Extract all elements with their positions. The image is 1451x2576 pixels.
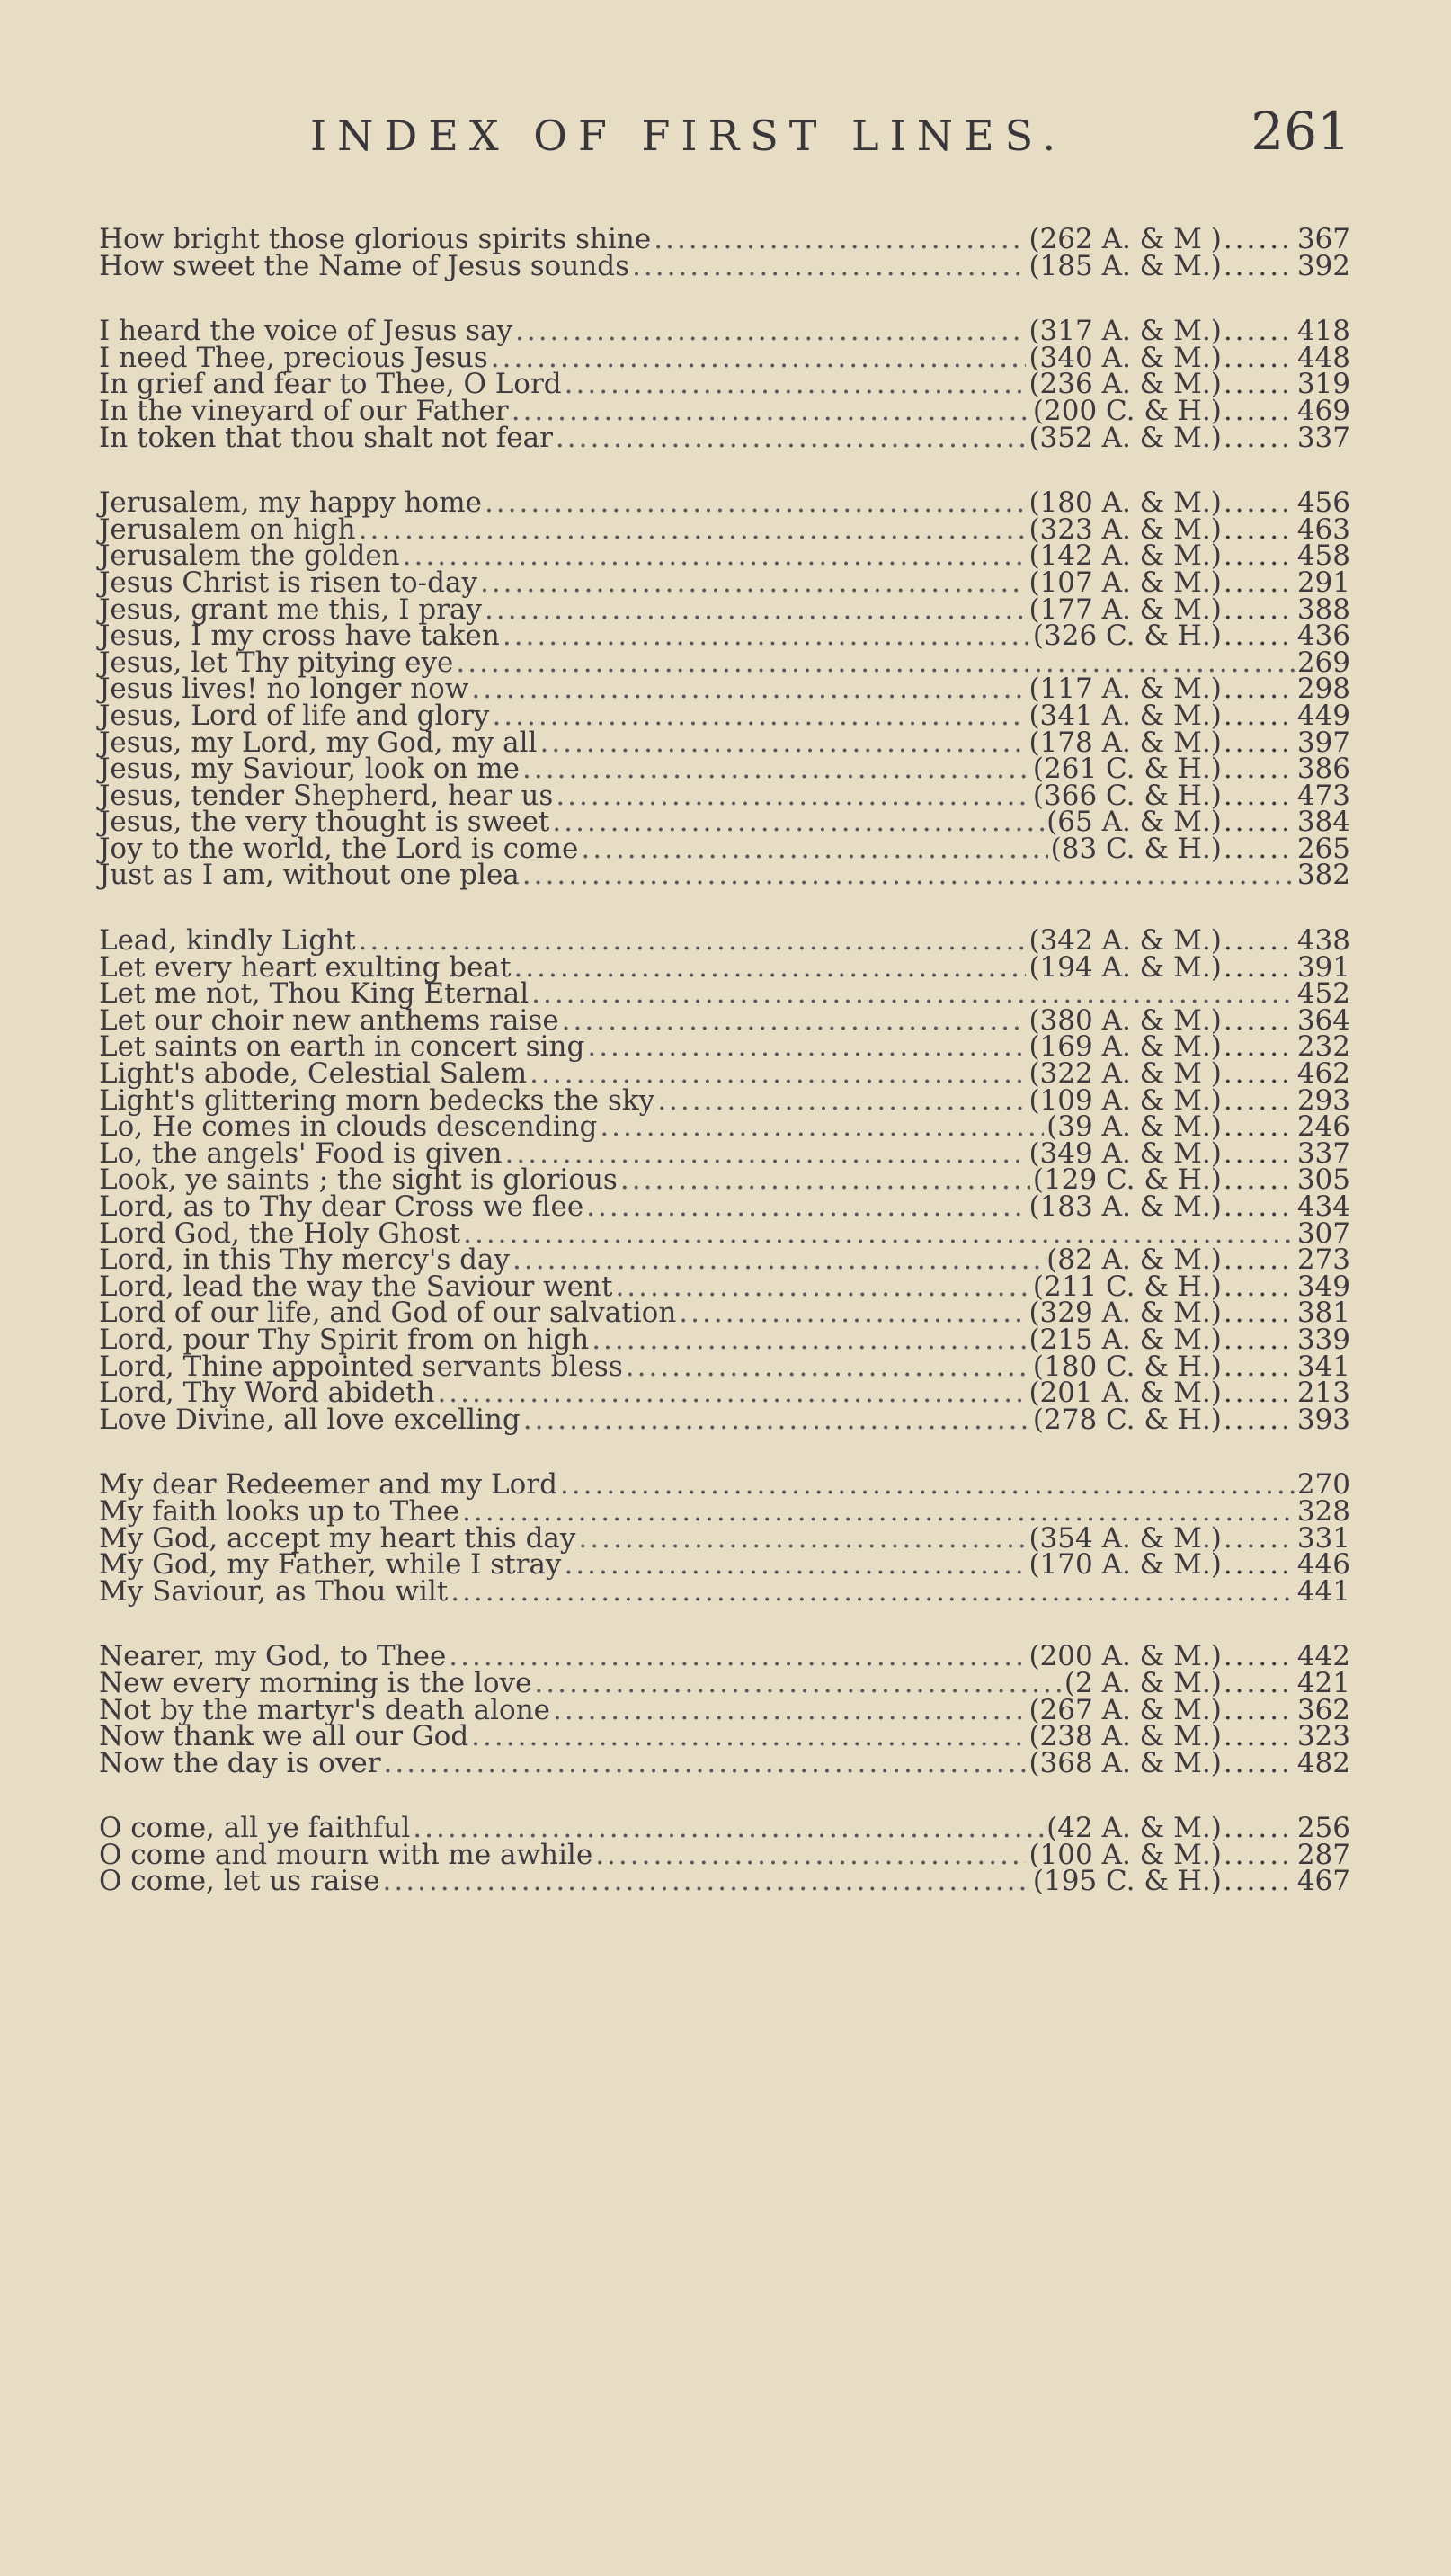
dot-leader xyxy=(1224,1274,1294,1301)
dot-leader xyxy=(615,1274,1029,1301)
first-line-text: My God, accept my heart this day xyxy=(99,1521,576,1555)
first-line-text: O come, all ye faithful xyxy=(99,1812,411,1845)
first-line-text: Light's abode, Celestial Salem xyxy=(99,1057,528,1091)
first-line-text: Let every heart exulting beat xyxy=(99,950,512,984)
dot-leader xyxy=(491,345,1027,372)
page-reference: 256 xyxy=(1296,1812,1350,1845)
dot-leader xyxy=(1224,1034,1294,1061)
page-reference: 382 xyxy=(1296,859,1350,892)
page-reference: 436 xyxy=(1296,619,1350,653)
hymnal-reference: ( 380 A. & M. ) xyxy=(1028,1008,1221,1035)
dot-leader xyxy=(654,227,1026,254)
dot-leader xyxy=(620,1167,1030,1194)
page-reference: 349 xyxy=(1296,1270,1350,1303)
dot-leader xyxy=(1224,836,1294,863)
dot-leader xyxy=(1224,1842,1294,1869)
dot-leader xyxy=(1224,254,1294,281)
hymnal-reference: ( 65 A. & M. ) xyxy=(1046,809,1222,836)
dot-leader xyxy=(1224,1354,1294,1381)
first-line-text: Jesus, grant me this, I pray xyxy=(99,593,482,626)
first-line-text: I need Thee, precious Jesus xyxy=(99,341,488,374)
index-entry xyxy=(99,249,1350,282)
dot-leader xyxy=(565,371,1027,398)
page-reference: 269 xyxy=(1296,646,1350,679)
hymnal-reference: ( 340 A. & M. ) xyxy=(1028,345,1221,372)
first-line-text: Lord God, the Holy Ghost xyxy=(99,1217,461,1250)
index-entry xyxy=(99,1574,1350,1608)
page-reference: 397 xyxy=(1296,726,1350,759)
dot-leader xyxy=(1224,1194,1294,1221)
first-line-text: My God, my Father, while I stray xyxy=(99,1548,562,1582)
first-line-text: O come, let us raise xyxy=(99,1865,380,1898)
first-line-text: Lo, He comes in clouds descending xyxy=(99,1110,598,1144)
hymnal-reference: ( 238 A. & M. ) xyxy=(1028,1724,1221,1751)
dot-leader xyxy=(1224,1327,1294,1354)
first-line-text: My dear Redeemer and my Lord xyxy=(99,1468,557,1502)
page-reference: 381 xyxy=(1296,1297,1350,1330)
first-line-text: Lord, Thine appointed servants bless xyxy=(99,1350,623,1383)
first-line-text: Let saints on earth in concert sing xyxy=(99,1030,585,1064)
page-reference: 307 xyxy=(1296,1217,1350,1250)
page-reference: 421 xyxy=(1296,1666,1350,1699)
index-entry xyxy=(99,1403,1350,1436)
dot-leader xyxy=(512,398,1030,425)
dot-leader xyxy=(1224,1380,1294,1407)
page-reference: 323 xyxy=(1296,1720,1350,1753)
page-reference: 442 xyxy=(1296,1640,1350,1673)
hymnal-reference: ( 341 A. & M. ) xyxy=(1028,703,1221,730)
first-line-text: Jerusalem the golden xyxy=(99,539,400,573)
page-reference: 392 xyxy=(1296,249,1350,282)
first-line-text: Joy to the world, the Lord is come xyxy=(99,832,579,865)
index-of-first-lines xyxy=(99,223,1350,1934)
page-reference: 331 xyxy=(1296,1521,1350,1555)
hymnal-reference: ( 200 A. & M. ) xyxy=(1028,1644,1221,1671)
index-group xyxy=(99,924,1350,1436)
page-reference: 418 xyxy=(1296,315,1350,348)
dot-leader xyxy=(1224,783,1294,810)
hymnal-reference: ( 267 A. & M. ) xyxy=(1028,1698,1221,1725)
dot-leader xyxy=(449,1644,1026,1671)
dot-leader xyxy=(1224,730,1294,757)
dot-leader xyxy=(1224,1751,1294,1778)
hymnal-reference: ( 82 A. & M. ) xyxy=(1046,1247,1222,1274)
first-line-text: Lord, in this Thy mercy's day xyxy=(99,1243,511,1277)
first-line-text: Jesus, my Lord, my God, my all xyxy=(99,726,538,759)
hymnal-reference: ( 349 A. & M. ) xyxy=(1028,1141,1221,1168)
dot-leader xyxy=(1224,490,1294,517)
page-reference: 393 xyxy=(1296,1403,1350,1436)
first-line-text: Now thank we all our God xyxy=(99,1720,469,1753)
dot-leader xyxy=(1224,1671,1294,1698)
hymnal-reference: ( 211 C. & H. ) xyxy=(1033,1274,1222,1301)
dot-leader xyxy=(564,1552,1026,1579)
hymnal-reference: ( 261 C. & H. ) xyxy=(1033,756,1222,783)
page-reference: 462 xyxy=(1296,1057,1350,1091)
dot-leader xyxy=(562,1008,1027,1035)
hymnal-reference: ( 170 A. & M. ) xyxy=(1028,1552,1221,1579)
dot-leader xyxy=(1224,1407,1294,1434)
index-entry xyxy=(99,859,1350,892)
dot-leader xyxy=(578,1526,1026,1553)
hymnal-reference: ( 200 C. & H. ) xyxy=(1033,398,1222,425)
dot-leader xyxy=(515,318,1026,345)
first-line-text: In token that thou shalt not fear xyxy=(99,421,553,454)
dot-leader xyxy=(1224,1141,1294,1168)
first-line-text: Jesus, the very thought is sweet xyxy=(99,806,550,839)
index-group xyxy=(99,1468,1350,1608)
dot-leader xyxy=(485,490,1026,517)
first-line-text: Just as I am, without one plea xyxy=(99,859,520,892)
hymnal-reference: ( 201 A. & M. ) xyxy=(1028,1380,1221,1407)
first-line-text: Nearer, my God, to Thee xyxy=(99,1640,447,1673)
page-reference: 339 xyxy=(1296,1323,1350,1356)
hymnal-reference: ( 142 A. & M. ) xyxy=(1028,543,1221,570)
page-reference: 441 xyxy=(1296,1574,1350,1608)
page-reference: 213 xyxy=(1296,1377,1350,1410)
page-reference: 362 xyxy=(1296,1693,1350,1726)
dot-leader xyxy=(492,703,1026,730)
dot-leader xyxy=(450,1579,1295,1606)
hymnal-reference: ( 352 A. & M. ) xyxy=(1028,425,1221,452)
dot-leader xyxy=(1224,227,1294,254)
page-reference: 246 xyxy=(1296,1110,1350,1144)
page-title: INDEX OF FIRST LINES. xyxy=(310,111,1067,160)
dot-leader xyxy=(1224,756,1294,783)
dot-leader xyxy=(1224,345,1294,372)
hymnal-reference: ( 368 A. & M. ) xyxy=(1028,1751,1221,1778)
first-line-text: In grief and fear to Thee, O Lord xyxy=(99,368,562,401)
dot-leader xyxy=(437,1380,1026,1407)
first-line-text: Jesus, Lord of life and glory xyxy=(99,699,490,732)
page-reference: 305 xyxy=(1296,1163,1350,1197)
hymnal-reference: ( 117 A. & M. ) xyxy=(1028,676,1221,703)
dot-leader xyxy=(1224,543,1294,570)
dot-leader xyxy=(600,1114,1044,1141)
dot-leader xyxy=(480,570,1026,597)
first-line-text: Jesus, my Saviour, look on me xyxy=(99,753,521,786)
first-line-text: Lord of our life, and God of our salvation xyxy=(99,1297,677,1330)
page-reference: 386 xyxy=(1296,753,1350,786)
dot-leader xyxy=(1224,809,1294,836)
dot-leader xyxy=(1224,1300,1294,1327)
dot-leader xyxy=(553,1698,1026,1725)
hymnal-reference: ( 262 A. & M ) xyxy=(1028,227,1221,254)
first-line-text: O come and mourn with me awhile xyxy=(99,1838,593,1871)
dot-leader xyxy=(471,1724,1026,1751)
first-line-text: Light's glittering morn bedecks the sky xyxy=(99,1083,655,1117)
first-line-text: Lord, lead the way the Saviour went xyxy=(99,1270,613,1303)
dot-leader xyxy=(1224,425,1294,452)
dot-leader xyxy=(1224,1698,1294,1725)
first-line-text: Love Divine, all love excelling xyxy=(99,1403,521,1436)
page-reference: 449 xyxy=(1296,699,1350,732)
dot-leader xyxy=(1224,676,1294,703)
dot-leader xyxy=(522,756,1030,783)
page-reference: 391 xyxy=(1296,950,1350,984)
page-reference: 456 xyxy=(1296,486,1350,520)
first-line-text: How bright those glorious spirits shine xyxy=(99,223,652,255)
dot-leader xyxy=(1224,1247,1294,1274)
dot-leader xyxy=(1224,398,1294,425)
page-reference: 473 xyxy=(1296,779,1350,812)
page-reference: 328 xyxy=(1296,1494,1350,1528)
first-line-text: Lord, Thy Word abideth xyxy=(99,1377,435,1410)
first-line-text: New every morning is the love xyxy=(99,1666,532,1699)
hymnal-reference: ( 42 A. & M. ) xyxy=(1046,1815,1222,1842)
page-number: 261 xyxy=(1251,101,1350,162)
page-reference: 367 xyxy=(1296,223,1350,255)
dot-leader xyxy=(592,1327,1026,1354)
page-reference: 291 xyxy=(1296,566,1350,599)
page-reference: 446 xyxy=(1296,1548,1350,1582)
first-line-text: Lead, kindly Light xyxy=(99,924,356,958)
page-reference: 438 xyxy=(1296,924,1350,958)
first-line-text: Let me not, Thou King Eternal xyxy=(99,977,530,1011)
hymnal-reference: ( 185 A. & M. ) xyxy=(1028,254,1221,281)
hymnal-reference: ( 317 A. & M. ) xyxy=(1028,318,1221,345)
index-entry xyxy=(99,1865,1350,1898)
index-group xyxy=(99,486,1350,892)
dot-leader xyxy=(1224,570,1294,597)
hymnal-reference: ( 177 A. & M. ) xyxy=(1028,597,1221,624)
page-reference: 265 xyxy=(1296,832,1350,865)
hymnal-reference: ( 329 A. & M. ) xyxy=(1028,1300,1221,1327)
first-line-text: Lo, the angels' Food is given xyxy=(99,1136,503,1170)
first-line-text: Now the day is over xyxy=(99,1746,381,1779)
dot-leader xyxy=(1224,371,1294,398)
hymnal-reference: ( 195 C. & H. ) xyxy=(1033,1868,1222,1895)
dot-leader xyxy=(523,1407,1030,1434)
page-reference: 434 xyxy=(1296,1190,1350,1223)
dot-leader xyxy=(384,1751,1027,1778)
dot-leader xyxy=(556,425,1027,452)
dot-leader xyxy=(513,955,1026,982)
hymnal-reference: ( 278 C. & H. ) xyxy=(1033,1407,1222,1434)
page-reference: 273 xyxy=(1296,1243,1350,1277)
hymnal-reference: ( 215 A. & M. ) xyxy=(1028,1327,1221,1354)
page-reference: 482 xyxy=(1296,1746,1350,1779)
hymnal-reference: ( 236 A. & M. ) xyxy=(1028,371,1221,398)
page-reference: 467 xyxy=(1296,1865,1350,1898)
hymnal-reference: ( 342 A. & M. ) xyxy=(1028,928,1221,955)
first-line-text: How sweet the Name of Jesus sounds xyxy=(99,249,630,282)
dot-leader xyxy=(471,676,1026,703)
hymnal-reference: ( 178 A. & M. ) xyxy=(1028,730,1221,757)
dot-leader xyxy=(626,1354,1030,1381)
dot-leader xyxy=(556,783,1030,810)
hymnal-reference: ( 2 A. & M. ) xyxy=(1064,1671,1222,1698)
dot-leader xyxy=(1224,955,1294,982)
dot-leader xyxy=(632,254,1026,281)
page-reference: 452 xyxy=(1296,977,1350,1011)
hymnal-reference: ( 323 A. & M. ) xyxy=(1028,517,1221,544)
index-group xyxy=(99,1640,1350,1779)
hymnal-reference: ( 109 A. & M. ) xyxy=(1028,1088,1221,1115)
index-group xyxy=(99,315,1350,454)
first-line-text: My Saviour, as Thou wilt xyxy=(99,1574,449,1608)
dot-leader xyxy=(581,836,1047,863)
dot-leader xyxy=(503,623,1030,650)
first-line-text: Jerusalem, my happy home xyxy=(99,486,482,520)
page-reference: 458 xyxy=(1296,539,1350,573)
dot-leader xyxy=(587,1034,1026,1061)
first-line-text: Lord, pour Thy Spirit from on high xyxy=(99,1323,590,1356)
hymnal-reference: ( 100 A. & M. ) xyxy=(1028,1842,1221,1869)
dot-leader xyxy=(359,517,1027,544)
dot-leader xyxy=(552,809,1044,836)
dot-leader xyxy=(1224,1114,1294,1141)
dot-leader xyxy=(1224,1868,1294,1895)
first-line-text: Look, ye saints ; the sight is glorious xyxy=(99,1163,618,1197)
dot-leader xyxy=(1224,1552,1294,1579)
page-reference: 319 xyxy=(1296,368,1350,401)
dot-leader xyxy=(1224,1088,1294,1115)
dot-leader xyxy=(657,1088,1026,1115)
hymnal-reference: ( 107 A. & M. ) xyxy=(1028,570,1221,597)
dot-leader xyxy=(1224,1526,1294,1553)
hymnal-reference: ( 83 C. & H. ) xyxy=(1051,836,1222,863)
first-line-text: Jesus, I my cross have taken xyxy=(99,619,500,653)
first-line-text: My faith looks up to Thee xyxy=(99,1494,460,1528)
dot-leader xyxy=(1224,517,1294,544)
page-reference: 469 xyxy=(1296,394,1350,427)
dot-leader xyxy=(1224,1815,1294,1842)
hymnal-reference: ( 322 A. & M ) xyxy=(1028,1061,1221,1088)
dot-leader xyxy=(485,597,1026,624)
first-line-text: Lord, as to Thy dear Cross we flee xyxy=(99,1190,584,1223)
page-reference: 364 xyxy=(1296,1003,1350,1037)
page-reference: 270 xyxy=(1296,1468,1350,1502)
dot-leader xyxy=(1224,1061,1294,1088)
first-line-text: Jerusalem on high xyxy=(99,513,356,546)
hymnal-reference: ( 354 A. & M. ) xyxy=(1028,1526,1221,1553)
page-reference: 337 xyxy=(1296,421,1350,454)
dot-leader xyxy=(539,730,1026,757)
page-reference: 384 xyxy=(1296,806,1350,839)
hymnal-reference: ( 39 A. & M. ) xyxy=(1046,1114,1222,1141)
hymnal-reference: ( 129 C. & H. ) xyxy=(1033,1167,1222,1194)
dot-leader xyxy=(1224,623,1294,650)
index-group xyxy=(99,1812,1350,1898)
page-reference: 448 xyxy=(1296,341,1350,374)
first-line-text: Jesus, let Thy pitying eye xyxy=(99,646,454,679)
hymnal-reference: ( 169 A. & M. ) xyxy=(1028,1034,1221,1061)
hymnal-reference: ( 194 A. & M. ) xyxy=(1028,955,1221,982)
page-reference: 463 xyxy=(1296,513,1350,546)
page-reference: 232 xyxy=(1296,1030,1350,1064)
first-line-text: In the vineyard of our Father xyxy=(99,394,509,427)
page-reference: 298 xyxy=(1296,673,1350,706)
dot-leader xyxy=(1224,318,1294,345)
page-header xyxy=(99,101,1352,173)
hymnal-reference: ( 326 C. & H. ) xyxy=(1033,623,1222,650)
hymnal-reference: ( 366 C. & H. ) xyxy=(1033,783,1222,810)
dot-leader xyxy=(403,543,1027,570)
dot-leader xyxy=(522,862,1295,889)
dot-leader xyxy=(383,1868,1030,1895)
dot-leader xyxy=(1224,1724,1294,1751)
dot-leader xyxy=(1224,928,1294,955)
page-reference: 287 xyxy=(1296,1838,1350,1871)
first-line-text: Jesus lives! no longer now xyxy=(99,673,469,706)
page-reference: 388 xyxy=(1296,593,1350,626)
dot-leader xyxy=(1224,1008,1294,1035)
first-line-text: Jesus Christ is risen to-day xyxy=(99,566,477,599)
index-entry xyxy=(99,421,1350,454)
page-reference: 341 xyxy=(1296,1350,1350,1383)
page-reference: 293 xyxy=(1296,1083,1350,1117)
first-line-text: I heard the voice of Jesus say xyxy=(99,315,512,348)
first-line-text: Jesus, tender Shepherd, hear us xyxy=(99,779,554,812)
first-line-text: Not by the martyr's death alone xyxy=(99,1693,551,1726)
first-line-text: Let our choir new anthems raise xyxy=(99,1003,559,1037)
dot-leader xyxy=(1224,703,1294,730)
index-group xyxy=(99,223,1350,282)
dot-leader xyxy=(679,1300,1026,1327)
index-entry xyxy=(99,1746,1350,1779)
dot-leader xyxy=(586,1194,1026,1221)
dot-leader xyxy=(595,1842,1026,1869)
hymnal-reference: ( 180 A. & M. ) xyxy=(1028,490,1221,517)
hymnal-reference: ( 180 C. & H. ) xyxy=(1033,1354,1222,1381)
page-reference: 337 xyxy=(1296,1136,1350,1170)
dot-leader xyxy=(1224,597,1294,624)
hymnal-reference: ( 183 A. & M. ) xyxy=(1028,1194,1221,1221)
dot-leader xyxy=(1224,1167,1294,1194)
dot-leader xyxy=(534,1671,1061,1698)
dot-leader xyxy=(560,1472,1295,1499)
dot-leader xyxy=(1224,1644,1294,1671)
